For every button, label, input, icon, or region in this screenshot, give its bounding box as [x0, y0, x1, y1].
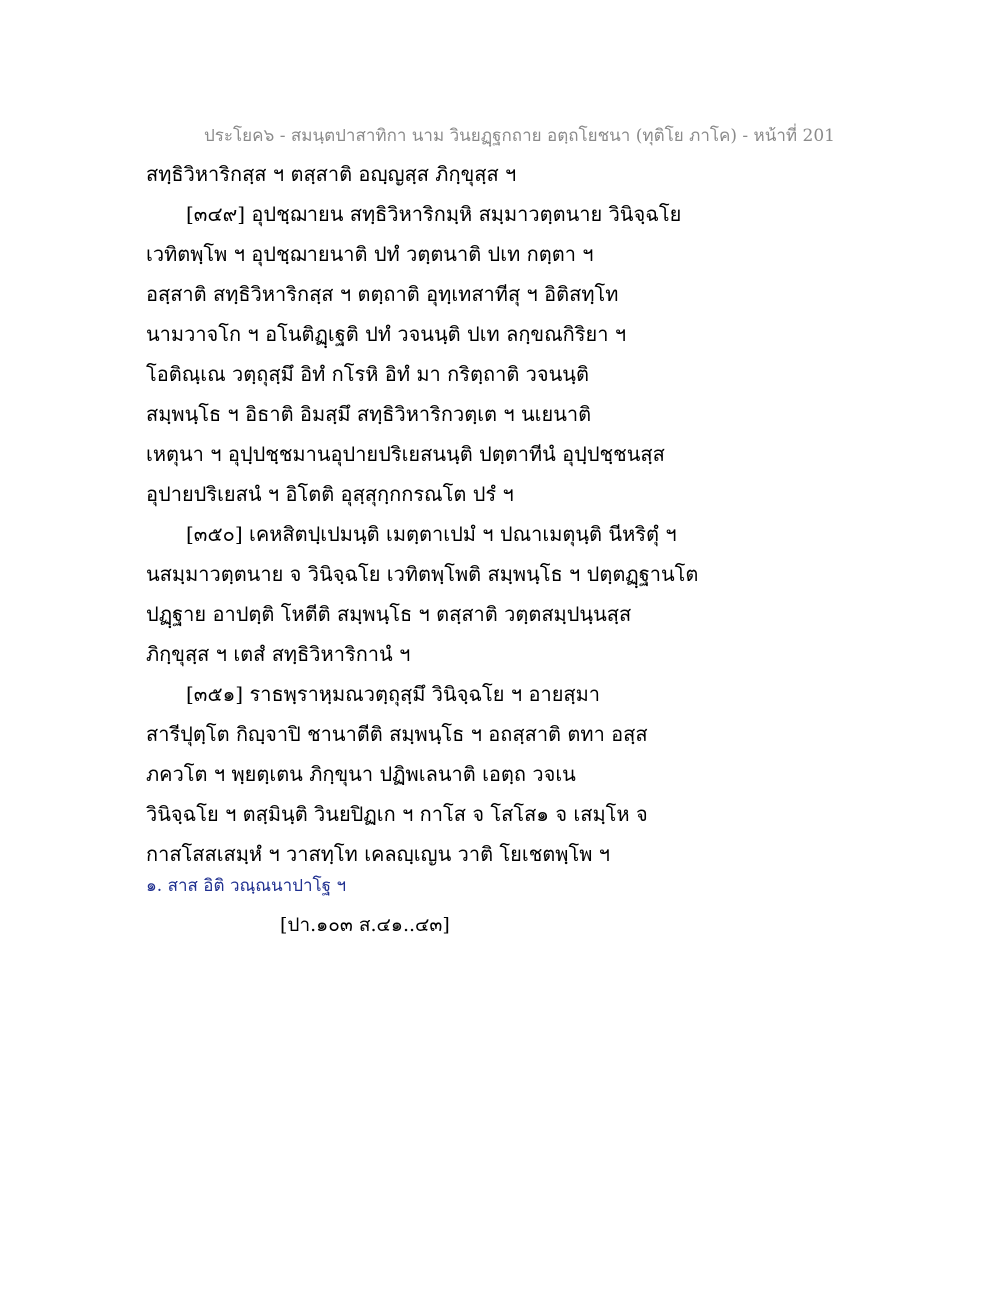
- text-line: ภิกฺขุสฺส ฯ เตสํ สทฺธิวิหาริกานํ ฯ: [146, 642, 411, 666]
- paragraph-start-line: [๓๕๐] เคหสิตปฺเปมนฺติ เมตฺตาเปมํ ฯ ปณาเมตุนฺติ นีหริตุํ ฯ: [186, 522, 677, 546]
- text-line: สารีปุตฺโต กิญฺจาปิ ชานาตีติ สมฺพนฺโธ ฯ อถสฺสาติ ตทา อสฺส: [146, 722, 648, 746]
- text-line: สมฺพนฺโธ ฯ อิธาติ อิมสฺมึ สทฺธิวิหาริกวตฺเต ฯ นเยนาติ: [146, 402, 592, 426]
- text-line: อุปายปริเยสนํ ฯ อิโตติ อุสฺสุกฺกกรณโต ปรํ ฯ: [146, 482, 514, 506]
- running-header: ประโยค๖ - สมนฺตปาสาทิกา นาม วินยฏฺฐกถาย อตฺถโยชนา (ทุติโย ภาโค) - หน้าที่ 201: [204, 126, 835, 146]
- page-reference: [ปา.๑๐๓ ส.๔๑..๔๓]: [280, 914, 450, 936]
- text-line: ปฏฺฐาย อาปตฺติ โหตีติ สมฺพนฺโธ ฯ ตสฺสาติ วตฺตสมฺปนฺนสฺส: [146, 602, 632, 626]
- footnote: ๑. สาส อิติ วณฺณนาปาโฐ ฯ: [146, 876, 347, 896]
- text-line: โอติณฺเณ วตฺถุสฺมึ อิทํ กโรหิ อิทํ มา กริตฺถาติ วจนนฺติ: [146, 362, 589, 386]
- text-line: วินิจฺฉโย ฯ ตสฺมินฺติ วินยปิฏเก ฯ กาโส จ โสโส๑ จ เสมฺโห จ: [146, 802, 648, 826]
- paragraph-start-line: [๓๕๑] ราธพฺราหฺมณวตฺถุสฺมึ วินิจฺฉโย ฯ อายสฺมา: [186, 682, 601, 706]
- text-line: กาสโสสเสมฺหํ ฯ วาสทฺโท เคลญฺเญน วาติ โยเชตพฺโพ ฯ: [146, 842, 610, 866]
- paragraph-start-line: [๓๔๙] อุปชฺฌายน สทฺธิวิหาริกมฺหิ สมฺมาวตฺตนาย วินิจฺฉโย: [186, 202, 682, 226]
- text-line: อสฺสาติ สทฺธิวิหาริกสฺส ฯ ตตฺถาติ อุทฺเทสาทีสุ ฯ อิติสทฺโท: [146, 282, 619, 306]
- text-line: นามวาจโก ฯ อโนติฏฺเฐติ ปทํ วจนนฺติ ปเท ลกฺขณกิริยา ฯ: [146, 322, 627, 346]
- text-line: เวทิตพฺโพ ฯ อุปชฺฌายนาติ ปทํ วตฺตนาติ ปเท กตฺตา ฯ: [146, 242, 594, 266]
- text-line: ภควโต ฯ พฺยตฺเตน ภิกฺขุนา ปฏิพเลนาติ เอตฺถ วจเน: [146, 762, 576, 786]
- text-line: นสมฺมาวตฺตนาย จ วินิจฺฉโย เวทิตพฺโพติ สมฺพนฺโธ ฯ ปตฺตฏฺฐานโต: [146, 562, 699, 586]
- body-text: [146, 158, 966, 878]
- text-line: เหตุนา ฯ อุปฺปชฺชมานอุปายปริเยสนนฺติ ปตฺตาทีนํ อุปฺปชฺชนสฺส: [146, 442, 665, 466]
- text-line: สทฺธิวิหาริกสฺส ฯ ตสฺสาติ อญฺญสฺส ภิกฺขุสฺส ฯ: [146, 162, 517, 186]
